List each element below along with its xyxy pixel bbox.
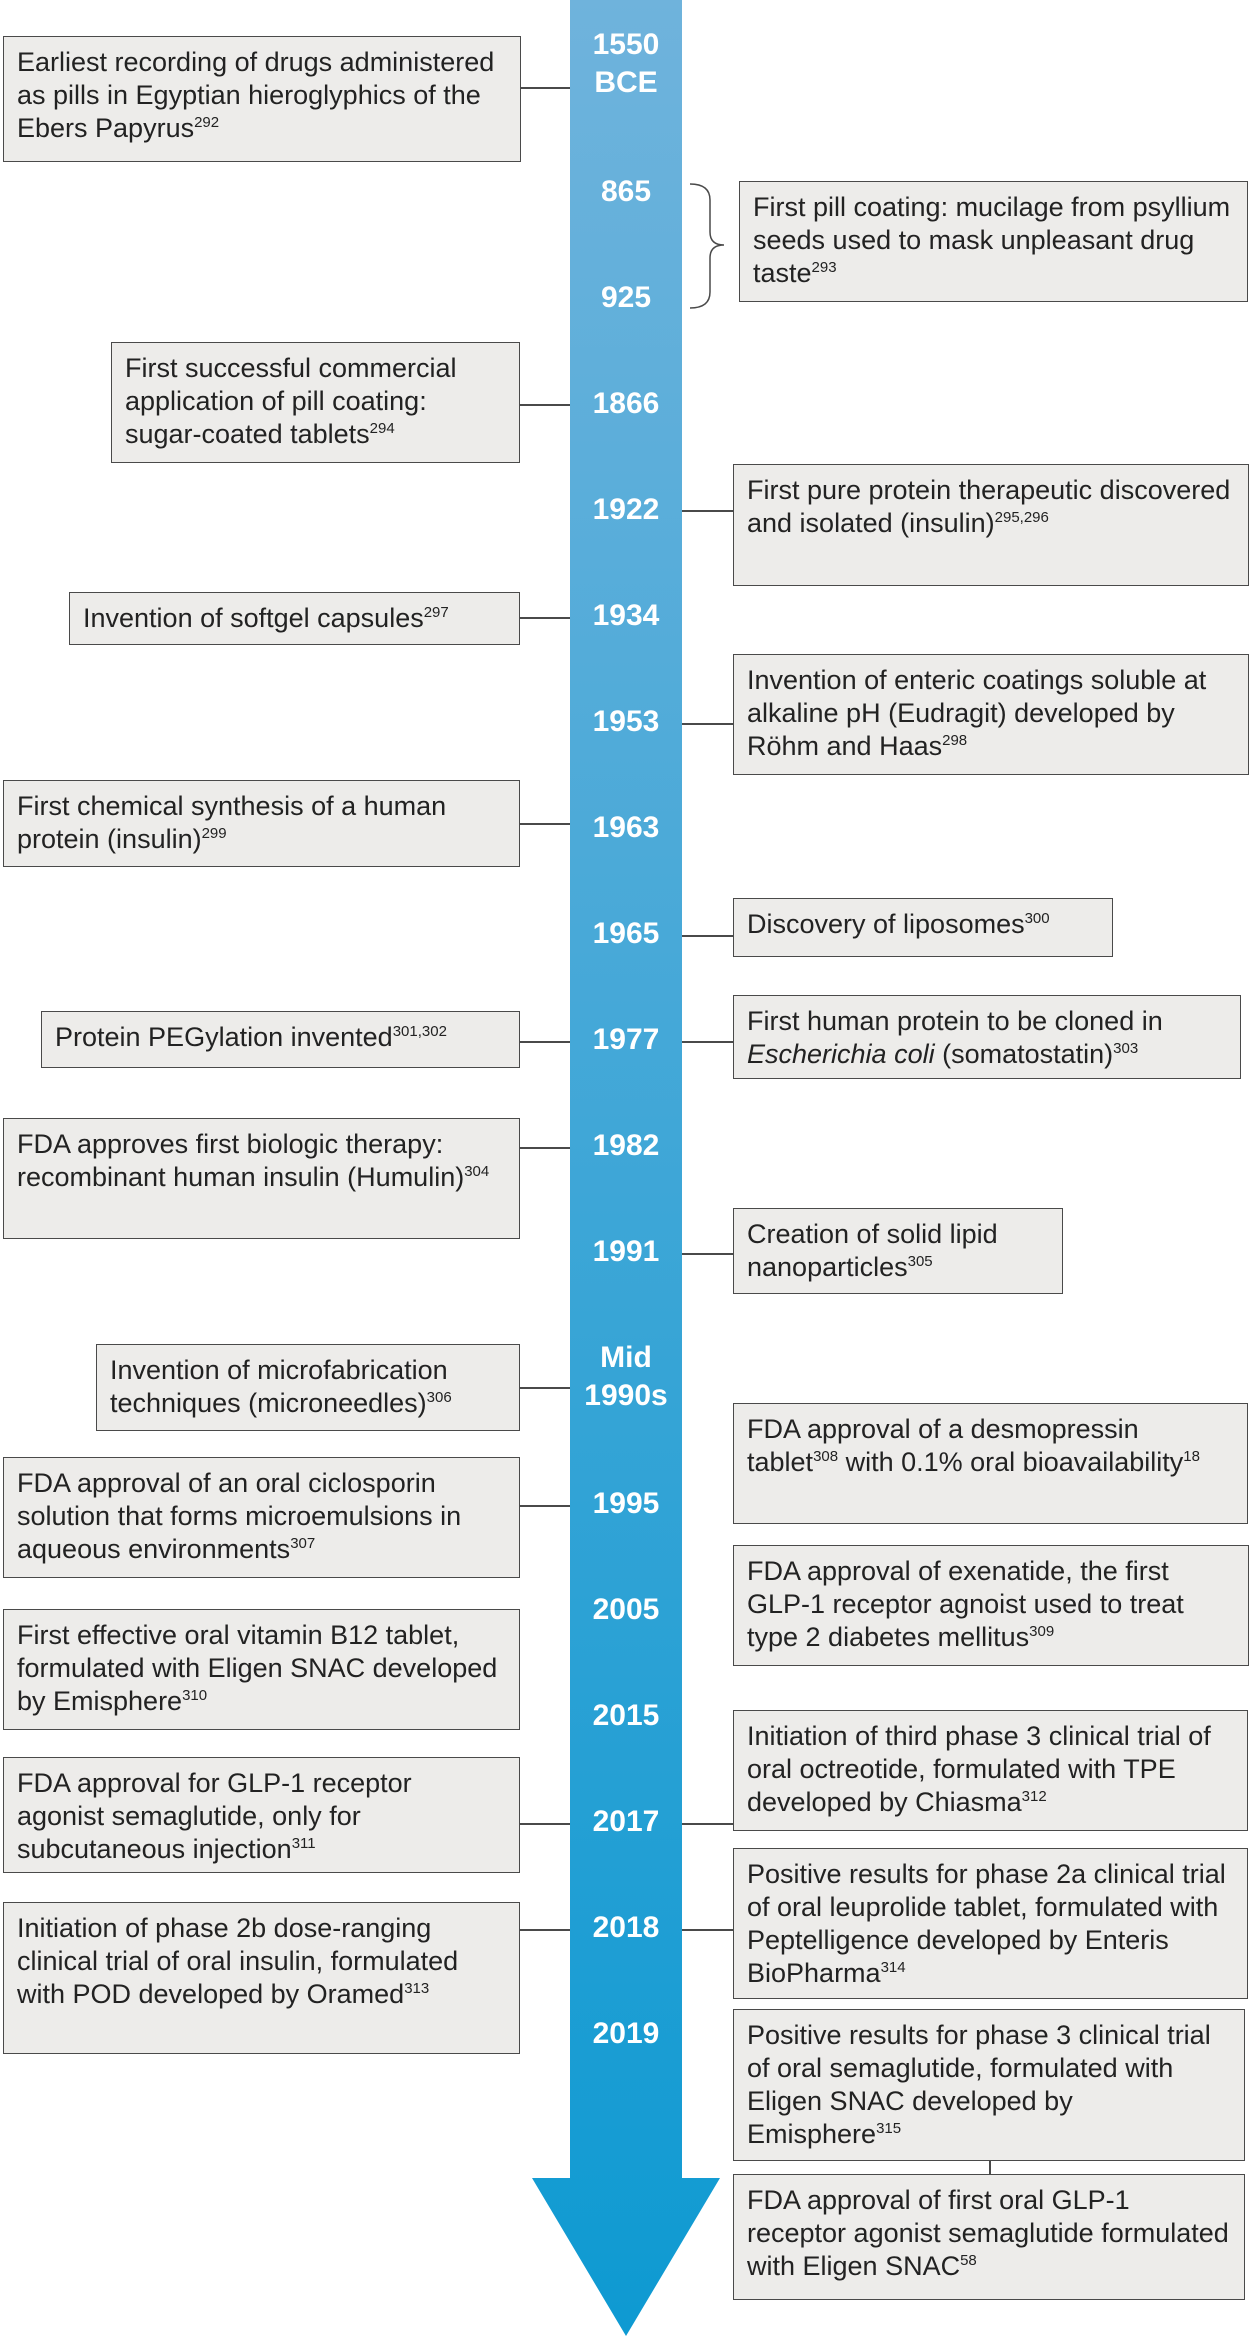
citation-number: 58 [960,2252,977,2269]
connector-line [682,1253,733,1255]
connector-line [520,1387,570,1389]
citation-number: 300 [1024,910,1050,927]
year-label-2018 [572,1909,680,1947]
connector-line [520,1041,570,1043]
event-card-1991-right [733,1208,1063,1294]
year-label-2015 [572,1697,680,1735]
year-line: 1922 [592,493,660,526]
year-line: 2015 [592,1699,660,1732]
year-label-1982 [572,1127,680,1165]
event-card-1550-bce-left [3,36,521,162]
citation-number: 18 [1183,1448,1200,1465]
citation-number: 315 [876,2120,902,2137]
year-label-2005 [572,1591,680,1629]
event-card-2017-right [733,1710,1248,1831]
event-text: First pure protein therapeutic discovered and isolated (insulin) [747,475,1231,538]
event-text: Earliest recording of drugs administered as pills in Egyptian hieroglyphics of the Ebers Papyrus [17,47,495,143]
citation-number: 309 [1029,1623,1055,1640]
year-line: 1990s [584,1379,668,1412]
year-line: 925 [600,281,652,314]
event-card-1953-right [733,654,1249,775]
event-text: First effective oral vitamin B12 tablet, formulated with Eligen SNAC developed by Emisphere [17,1620,498,1716]
event-card-mid-1990s-left [96,1344,520,1431]
citation-number: 293 [811,259,837,276]
event-card-mid-1990s-right [733,1403,1248,1524]
event-card-2019-right [733,2009,1245,2161]
event-text: FDA approval of exenatide, the first GLP-1 receptor agnoist used to treat type 2 diabetes mellitus [747,1556,1184,1652]
connector-line [682,510,733,512]
citation-number: 312 [1021,1788,1047,1805]
citation-number: 297 [423,604,449,621]
citation-number: 305 [907,1253,933,1270]
citation-number: 292 [194,114,220,131]
year-line: 2017 [592,1805,660,1838]
citation-number: 307 [290,1535,316,1552]
event-card-1963-left [3,780,520,867]
year-line: 1982 [592,1129,660,1162]
event-card-1977-left [41,1011,520,1068]
year-line: 865 [600,175,652,208]
citation-number: 306 [426,1389,452,1406]
event-text: First human protein to be cloned in [747,1006,1163,1036]
event-text: (somatostatin) [934,1039,1114,1069]
event-text: First chemical synthesis of a human protein (insulin) [17,791,447,854]
year-line: 1965 [592,917,660,950]
year-line: 1977 [592,1023,660,1056]
event-text: Discovery of liposomes [747,909,1025,939]
event-card-2017-left [3,1757,520,1873]
year-line: 1991 [592,1235,660,1268]
year-line: 1995 [592,1487,660,1520]
event-card-2019-right [733,2174,1245,2300]
citation-number: 310 [182,1687,208,1704]
year-line: 2005 [592,1593,660,1626]
event-text: Positive results for phase 2a clinical trial of oral leuprolide tablet, formulated with Peptelligence developed by Enteris BioPharma [747,1859,1226,1988]
event-card-2018-left [3,1902,520,2054]
citation-number: 294 [369,420,395,437]
event-text: FDA approves first biologic therapy: recombinant human insulin (Humulin) [17,1129,465,1192]
event-card-2015-left [3,1609,520,1730]
event-text: FDA approval of an oral ciclosporin solution that forms microemulsions in aqueous environments [17,1468,462,1564]
event-card-1922-right [733,464,1249,586]
year-line: 1953 [592,705,660,738]
connector-line [520,823,570,825]
year-label-925 [572,279,680,317]
citation-number: 313 [404,1980,430,1997]
citation-number: 304 [464,1163,490,1180]
event-text: First successful commercial application of pill coating: sugar-coated tablets [125,353,457,449]
year-line: 1866 [592,387,660,420]
citation-number: 299 [201,825,227,842]
event-card-1982-left [3,1118,520,1239]
year-label-1866 [572,385,680,423]
connector-line-vertical [989,2161,991,2174]
citation-number: 314 [880,1959,906,1976]
event-card-1977-right [733,995,1241,1079]
event-card-2005-right [733,1545,1249,1666]
connector-line [682,1041,733,1043]
year-label-1953 [572,703,680,741]
year-line: 1934 [592,599,660,632]
event-text: Initiation of phase 2b dose-ranging clinical trial of oral insulin, formulated with POD developed by Oramed [17,1913,459,2009]
year-label-865 [572,173,680,211]
year-label-1922 [572,491,680,529]
citation-number: 303 [1113,1040,1139,1057]
year-label-mid-1990s [572,1339,680,1415]
year-line: Mid [600,1341,652,1374]
connector-line [682,935,733,937]
connector-line [520,1929,570,1931]
year-label-1963 [572,809,680,847]
year-line: 1550 [592,28,660,61]
connector-line [682,1823,733,1825]
connector-line [682,723,733,725]
event-text: Invention of softgel capsules [83,603,424,633]
year-line: 2018 [592,1911,660,1944]
connector-line [520,1147,570,1149]
year-label-2017 [572,1803,680,1841]
event-text: Invention of microfabrication techniques (microneedles) [110,1355,448,1418]
citation-number: 295,296 [994,509,1049,526]
event-card-1934-left [69,592,520,645]
arrow-shaft-and-head [532,0,720,2336]
year-label-2019 [572,2015,680,2053]
year-label-1991 [572,1233,680,1271]
year-label-1934 [572,597,680,635]
event-text: Initiation of third phase 3 clinical trial of oral octreotide, formulated with TPE developed by Chiasma [747,1721,1211,1817]
italic-text: Escherichia coli [747,1039,935,1069]
citation-number: 311 [291,1835,316,1852]
citation-number: 301,302 [392,1023,447,1040]
year-label-1965 [572,915,680,953]
event-text: FDA approval of first oral GLP-1 receptor agonist semaglutide formulated with Eligen SNAC [747,2185,1229,2281]
connector-line [521,87,570,89]
connector-line [520,1823,570,1825]
event-card-925-right [739,181,1248,302]
year-label-1977 [572,1021,680,1059]
citation-number: 308 [813,1448,839,1465]
connector-line [520,617,570,619]
event-text: Protein PEGylation invented [55,1022,393,1052]
event-card-2018-right [733,1848,1248,1999]
event-text: FDA approval for GLP-1 receptor agonist semaglutide, only for subcutaneous injection [17,1768,412,1864]
year-line: 1963 [592,811,660,844]
year-line: 2019 [592,2017,660,2050]
connector-line [520,1505,570,1507]
connector-line [682,1929,733,1931]
event-card-1965-right [733,898,1113,957]
year-line: BCE [594,66,658,99]
year-label-1550-bce [572,26,680,102]
event-text: First pill coating: mucilage from psyllium seeds used to mask unpleasant drug taste [753,192,1231,288]
event-text: FDA approval of a desmopressin tablet [747,1414,1139,1477]
connector-line [520,404,570,406]
citation-number: 298 [942,732,968,749]
event-text: Creation of solid lipid nanoparticles [747,1219,998,1282]
event-card-1866-left [111,342,520,463]
bracket-865-925 [690,184,724,308]
event-card-1995-left [3,1457,520,1578]
event-text: Invention of enteric coatings soluble at alkaline pH (Eudragit) developed by Röhm and Haas [747,665,1207,761]
event-text: Positive results for phase 3 clinical trial of oral semaglutide, formulated with Eligen SNAC developed by Emisphere [747,2020,1211,2149]
event-text: with 0.1% oral bioavailability [838,1447,1184,1477]
year-label-1995 [572,1485,680,1523]
